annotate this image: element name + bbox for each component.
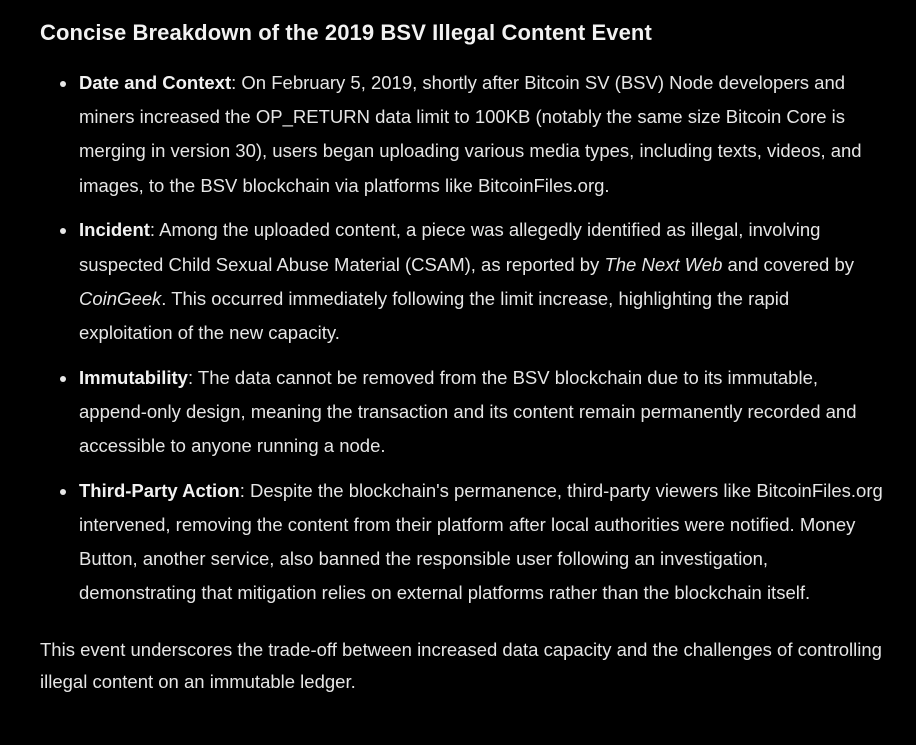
bullet-text: and covered by [722,253,855,275]
source-coingeek: CoinGeek [79,287,162,309]
article-title: Concise Breakdown of the 2019 BSV Illegal Content Event [40,20,652,45]
bullet-immutability [79,361,886,464]
bullet-list [40,66,886,611]
bullet-label: Incident [79,219,150,241]
bullet-text: . This occurred immediately following the limit increase, highlighting the rapid exploitation of the new capacity. [79,287,790,343]
bullet-text: : Despite the blockchain's permanence, third-party viewers like BitcoinFiles.org intervened, removing the content from their platform after local authorities were notified. Money Button, another service, also banned the responsible user following an investigation, demonstrating that mitigation relies on external platforms rather than the blockchain itself. [79,479,883,604]
bullet-text: : Among the uploaded content, a piece was allegedly identified as illegal, involving suspected Child Sexual Abuse Material (CSAM), as reported by [79,219,821,275]
bullet-text: : On February 5, 2019, shortly after Bitcoin SV (BSV) Node developers and miners increased the OP_RETURN data limit to 100KB (notably the same size Bitcoin Core is merging in version 30), users began uploading various media types, including texts, videos, and images, to the BSV blockchain via platforms like BitcoinFiles.org. [79,72,862,196]
bullet-label: Third-Party Action [79,479,240,501]
bullet-label: Immutability [79,366,188,388]
source-the-next-web: The Next Web [604,253,723,275]
bullet-third-party-action [79,474,886,611]
bullet-text: : The data cannot be removed from the BSV blockchain due to its immutable, append-only design, meaning the transaction and its content remain permanently recorded and accessible to anyone running a node. [79,366,857,457]
summary-paragraph: This event underscores the trade-off between increased data capacity and the challenges of controlling illegal content on an immutable ledger. [40,638,882,693]
bullet-label: Date and Context [79,72,232,93]
bullet-incident [79,213,886,350]
bullet-date-and-context [79,66,886,203]
